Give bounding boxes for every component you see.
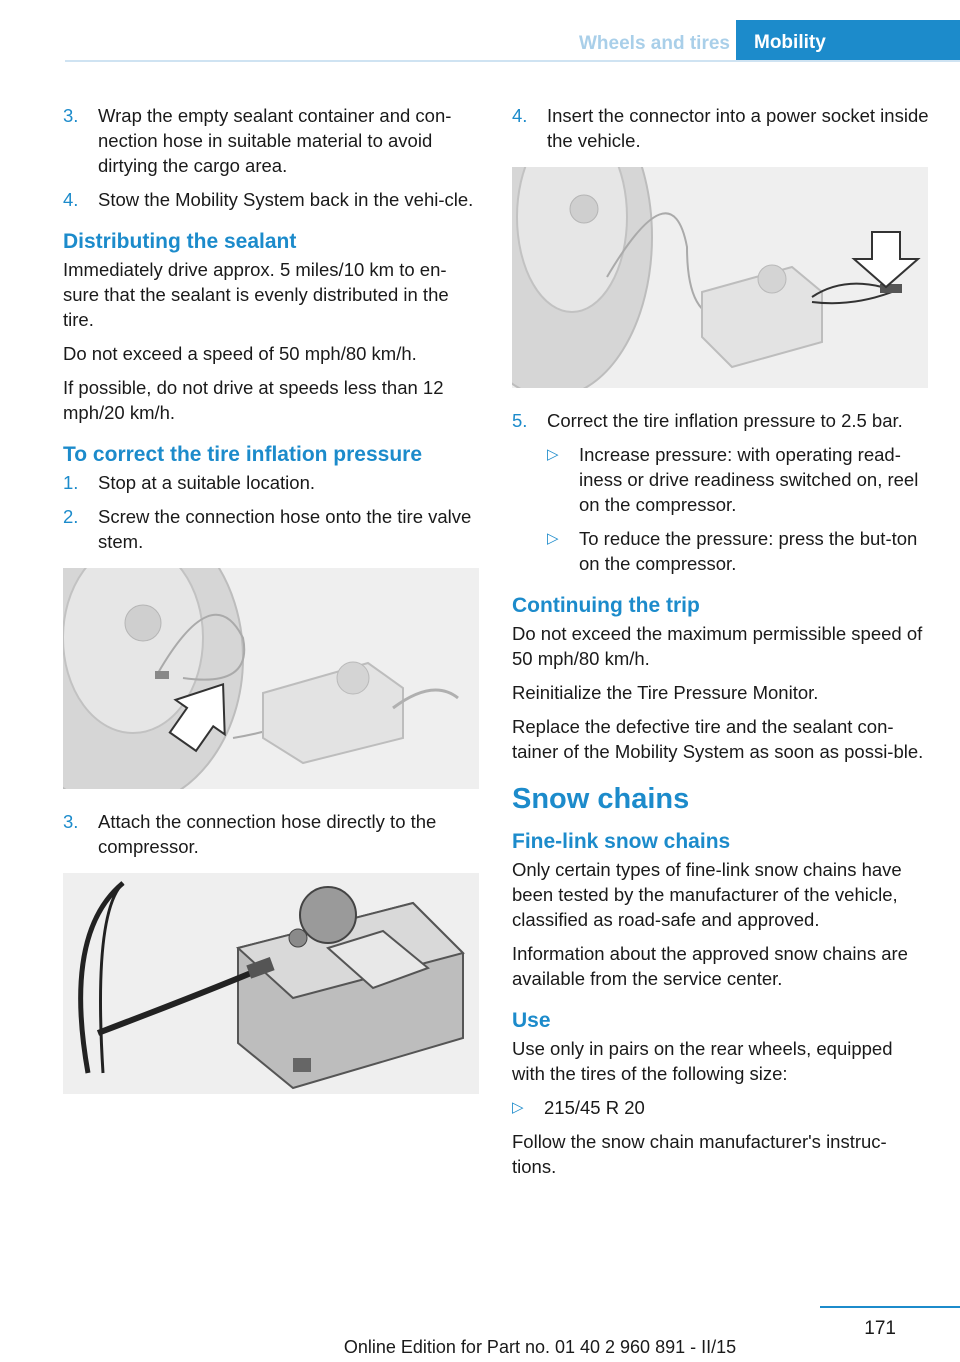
list-item xyxy=(63,504,481,554)
paragraph: Reinitialize the Tire Pressure Monitor. xyxy=(512,682,819,703)
list-text: Insert the connector into a power socket inside the vehicle. xyxy=(547,105,929,151)
list-item xyxy=(63,103,481,178)
bullet-text: 215/45 R 20 xyxy=(544,1097,645,1118)
section-heading-continuing: Continuing the trip xyxy=(512,594,700,617)
section-heading-use: Use xyxy=(512,1009,551,1032)
section-heading-fine-link: Fine-link snow chains xyxy=(512,830,731,853)
list-item xyxy=(512,103,930,153)
list-number: 4. xyxy=(512,105,528,126)
list-text: Stow the Mobility System back in the vehi‐cle. xyxy=(98,189,474,210)
paragraph: Do not exceed a speed of 50 mph/80 km/h. xyxy=(63,343,417,364)
paragraph: Follow the snow chain manufacturer's instruc‐tions. xyxy=(512,1131,887,1177)
figure-power-socket-connector xyxy=(512,167,928,388)
section-heading-correct-pressure: To correct the tire inflation pressure xyxy=(63,443,423,466)
figure-hose-on-compressor xyxy=(63,873,479,1094)
list-number: 3. xyxy=(63,811,79,832)
bullet-text: Increase pressure: with operating read‐iness or drive readiness switched on, reel on the compressor. xyxy=(579,444,919,515)
list-number: 1. xyxy=(63,472,79,493)
paragraph: Do not exceed the maximum permissible speed of 50 mph/80 km/h. xyxy=(512,623,923,669)
list-text: Attach the connection hose directly to the compressor. xyxy=(98,811,437,857)
triangle-bullet-icon: ▷ xyxy=(512,1099,524,1116)
figure-hose-on-valve xyxy=(63,568,479,789)
paragraph: Use only in pairs on the rear wheels, equipped with the tires of the following size: xyxy=(512,1038,893,1084)
paragraph: Replace the defective tire and the sealant con‐tainer of the Mobility System as soon as possi‐ble. xyxy=(512,716,924,762)
left-column xyxy=(63,103,481,1114)
triangle-bullet-icon: ▷ xyxy=(547,446,559,463)
paragraph: Information about the approved snow chains are available from the service center. xyxy=(512,943,908,989)
list-item xyxy=(63,187,481,212)
list-text: Stop at a suitable location. xyxy=(98,472,316,493)
bullet-text: To reduce the pressure: press the but‐ton on the compressor. xyxy=(579,528,918,574)
list-item xyxy=(63,809,481,859)
bullet-item xyxy=(512,1095,930,1120)
list-number: 5. xyxy=(512,410,528,431)
list-text: Correct the tire inflation pressure to 2.5 bar. xyxy=(547,410,903,431)
right-column xyxy=(512,103,930,1188)
triangle-bullet-icon: ▷ xyxy=(547,530,559,547)
section-heading-distributing: Distributing the sealant xyxy=(63,230,297,253)
paragraph: If possible, do not drive at speeds less than 12 mph/20 km/h. xyxy=(63,377,444,423)
list-item xyxy=(63,470,481,495)
running-header-tab: Mobility xyxy=(736,20,960,62)
list-number: 2. xyxy=(63,506,79,527)
list-number: 3. xyxy=(63,105,79,126)
footer-edition: Online Edition for Part no. 01 40 2 960 891 - II/15 xyxy=(343,1337,737,1357)
list-text: Wrap the empty sealant container and con‐nection hose in suitable material to avoid dirtying the cargo area. xyxy=(98,105,452,176)
list-text: Screw the connection hose onto the tire valve stem. xyxy=(98,506,472,552)
page-number: 171 xyxy=(864,1318,896,1339)
paragraph: Immediately drive approx. 5 miles/10 km to en‐sure that the sealant is evenly distributed in the tire. xyxy=(63,259,449,330)
paragraph: Only certain types of fine-link snow chains have been tested by the manufacturer of the vehicle, classified as road-safe and approved. xyxy=(512,859,902,930)
running-header-section: Wheels and tires xyxy=(579,33,730,54)
footer-rule xyxy=(820,1306,960,1308)
list-item xyxy=(512,408,930,433)
bullet-item xyxy=(547,442,930,517)
list-number: 4. xyxy=(63,189,79,210)
chapter-heading-snow-chains: Snow chains xyxy=(512,783,690,815)
header-rule xyxy=(65,60,960,62)
bullet-item xyxy=(547,526,930,576)
